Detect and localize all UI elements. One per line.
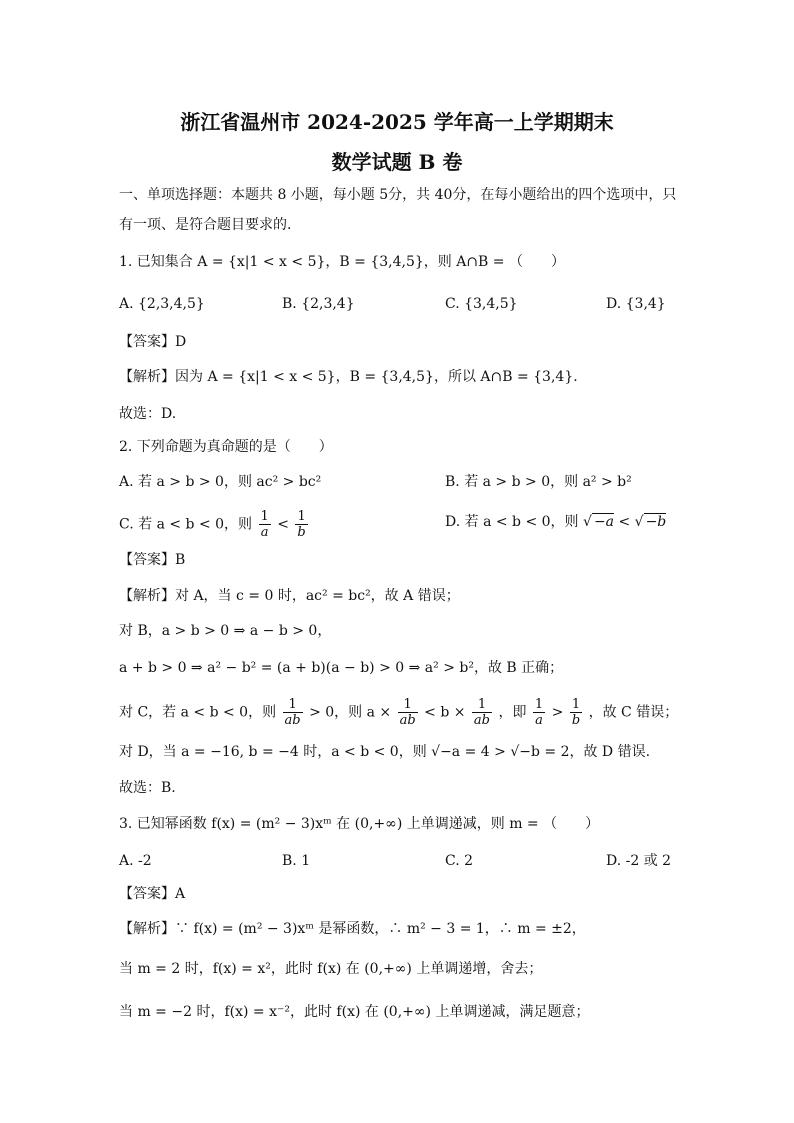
- q1-option-d: D. {3,4}: [606, 296, 666, 312]
- page-title: 浙江省温州市 2024-2025 学年高一上学期期末: [180, 110, 614, 134]
- fraction-1-over-ab: $\frac{1}{ab}$: [399, 697, 416, 728]
- q2-analysis-1: 【解析】对 A，当 c = 0 时，ac² = bc²，故 A 错误；: [119, 588, 460, 604]
- q1-choice: 故选：D.: [119, 406, 177, 422]
- fraction-1-over-b: $\frac{1}{b}$: [571, 697, 581, 728]
- fraction-1-over-a: $\frac{1}{a}$: [260, 509, 269, 540]
- q3-option-c: C. 2: [445, 853, 474, 869]
- q2-analysis-4-mid3: ，即: [498, 704, 527, 721]
- q3-analysis-2: 当 m = 2 时，f(x) = x²，此时 f(x) 在 (0,+∞) 上单调递增，舍去；: [119, 961, 543, 977]
- q1-option-c: C. {3,4,5}: [445, 296, 518, 312]
- fraction-1-over-ab: $\frac{1}{ab}$: [284, 697, 301, 728]
- q3-option-d: D. -2 或 2: [606, 853, 672, 869]
- q2-analysis-5: 对 D，当 a = −16, b = −4 时，a < b < 0，则 √−a = 4 > √−b = 2，故 D 错误.: [119, 744, 651, 760]
- section-heading-line2: 有一项、是符合题目要求的.: [119, 217, 292, 233]
- q1-stem: 1. 已知集合 A = {x|1 < x < 5}，B = {3,4,5}，则 A∩B = （ ）: [119, 254, 565, 270]
- q1-option-b: B. {2,3,4}: [282, 296, 355, 312]
- q1-analysis: 【解析】因为 A = {x|1 < x < 5}，B = {3,4,5}，所以 A∩B = {3,4}.: [119, 369, 578, 385]
- q2-choice: 故选：B.: [119, 780, 176, 796]
- page-subtitle: 数学试题 B 卷: [331, 150, 463, 174]
- q2-analysis-4-pre: 对 C，若 a < b < 0，则: [119, 704, 277, 721]
- q2-option-b: B. 若 a > b > 0，则 a² > b²: [445, 474, 632, 490]
- q2-analysis-2: 对 B，a > b > 0 ⇒ a − b > 0，: [119, 623, 332, 639]
- q2-option-c-text: C. 若 a < b < 0，则: [119, 516, 253, 533]
- section-heading-line1: 一、单项选择题：本题共 8 小题，每小题 5分，共 40分，在每小题给出的四个选项中，只: [119, 187, 677, 203]
- fraction-1-over-b: $\frac{1}{b}$: [297, 509, 306, 540]
- q2-analysis-3: a + b > 0 ⇒ a² − b² = (a + b)(a − b) > 0 ⇒ a² > b²，故 B 正确；: [119, 660, 564, 676]
- q2-analysis-4-end: ，故 C 错误；: [588, 704, 679, 721]
- q3-analysis-3: 当 m = −2 时，f(x) = x⁻²，此时 f(x) 在 (0,+∞) 上单调递减，满足题意；: [119, 1004, 590, 1020]
- q3-stem: 3. 已知幂函数 f(x) = (m² − 3)xᵐ 在 (0,+∞) 上单调递减，则 m = （ ）: [119, 816, 600, 832]
- q3-answer: 【答案】A: [119, 886, 186, 902]
- q2-analysis-4: 对 C，若 a < b < 0，则 $\frac{1}{ab}$ > 0，则 a × $\frac{1}{ab}$ < b × $\frac{1}{ab}$ ，即 $\frac{1}{a}$ > $\frac{1}{b}$ ，故 C 错误；: [119, 697, 679, 728]
- q3-option-b: B. 1: [282, 853, 311, 869]
- q3-option-a: A. -2: [119, 853, 152, 869]
- q2-analysis-4-mid1: > 0，则 a ×: [309, 704, 392, 721]
- fraction-1-over-a: $\frac{1}{a}$: [534, 697, 544, 728]
- q2-analysis-4-mid2: < b ×: [424, 704, 466, 721]
- q1-option-a: A. {2,3,4,5}: [119, 296, 205, 312]
- q3-analysis-1: 【解析】∵ f(x) = (m² − 3)xᵐ 是幂函数，∴ m² − 3 = 1，∴ m = ±2，: [119, 921, 586, 937]
- q2-stem: 2. 下列命题为真命题的是（ ）: [119, 439, 333, 455]
- q2-option-d: D. 若 a < b < 0，则 √ −a < √ −b: [445, 514, 667, 530]
- q2-option-d-text: D. 若 a < b < 0，则: [445, 514, 579, 530]
- q2-option-c: C. 若 a < b < 0，则 $\frac{1}{a}$ < $\frac{1}{b}$: [119, 509, 306, 540]
- q2-option-a: A. 若 a > b > 0，则 ac² > bc²: [119, 474, 322, 490]
- q1-answer: 【答案】D: [119, 334, 187, 350]
- fraction-1-over-ab: $\frac{1}{ab}$: [473, 697, 490, 728]
- q2-answer: 【答案】B: [119, 552, 186, 568]
